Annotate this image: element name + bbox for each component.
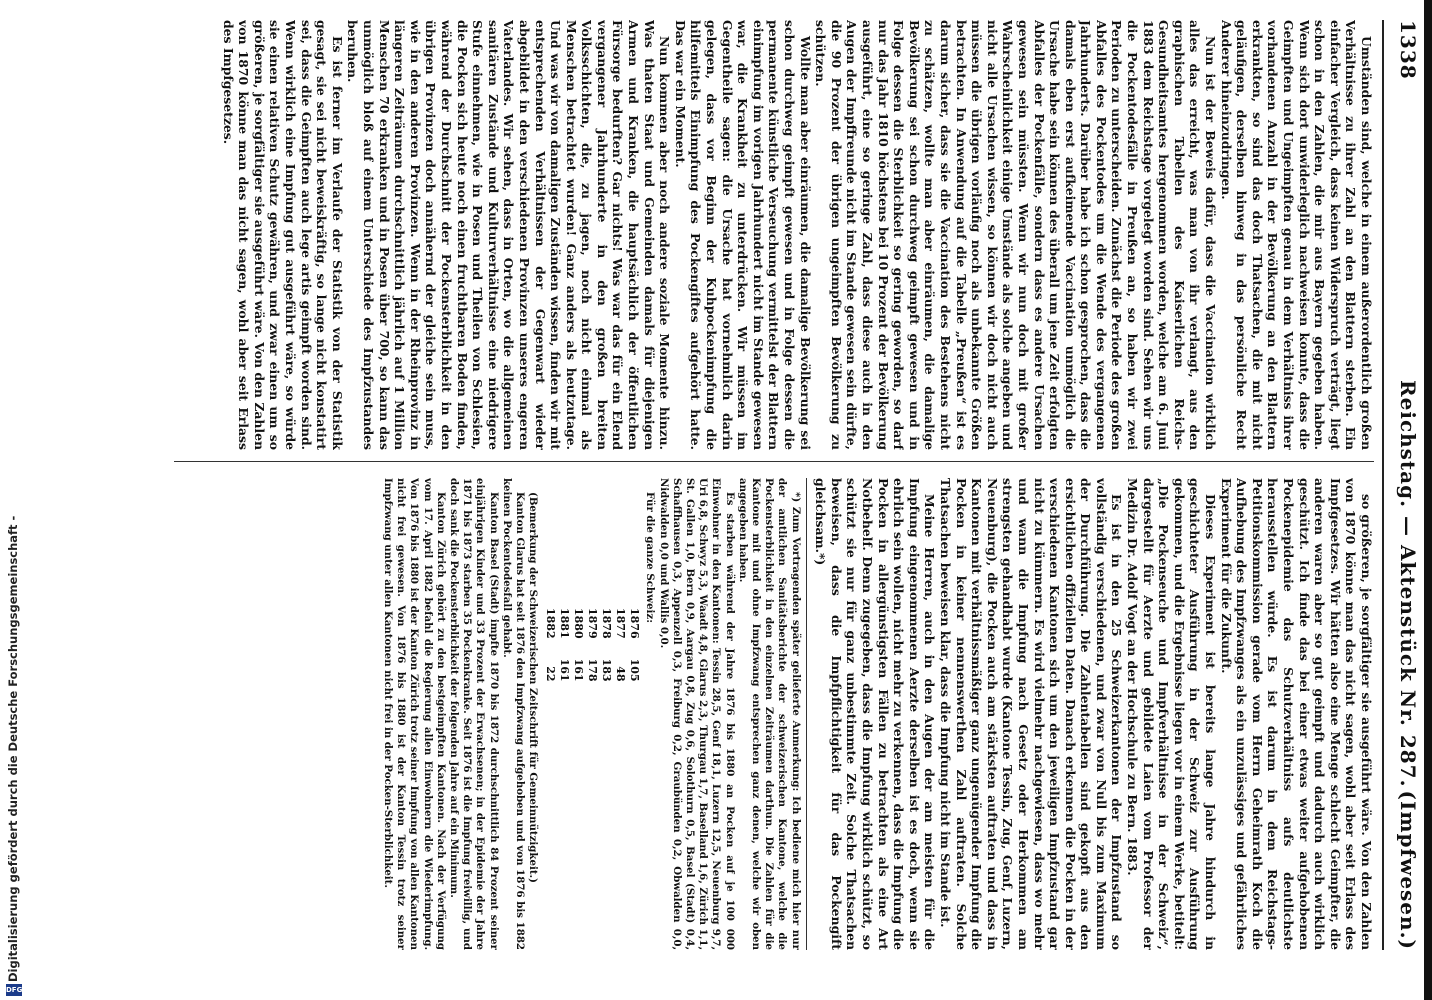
footnote-body [643, 478, 801, 950]
year-cell: 1878 [600, 608, 614, 639]
body-paragraph: so größeren, je sorgfältiger sie ausgeführt wäre. Von den Zahlen von 1870 könne man das nicht sagen, wohl aber seit Erlass des Impfgesetzes. Wir hätten also eine Menge schlecht Geimpfter, die anderen waren aber so gut geimpft und dadurch auch wirklich geschützt. Ich finde das bei einer etwas weiter aufgehobenen Pockenepidemie das Schutzverhältniss aufs deutlichste herausstellen würde. Es ist darum in dem Reichstags-Petitionskommission gerade vom Herrn Geheimrath Koch die Aufhebung des Impfzwanges als ein unzulässiges und gefährliches Experiment für die Zukunft. [1218, 478, 1374, 950]
column-separator [174, 461, 1374, 462]
dfg-logo: DFG [6, 986, 23, 994]
scanned-page [112, 0, 1432, 1000]
right-column [174, 478, 1374, 950]
header-title: Reichstag. — Aktenstück Nr. 287. [1396, 380, 1420, 788]
running-header [1386, 20, 1420, 950]
year-cell: 1882 [544, 608, 558, 639]
table-row [599, 598, 613, 692]
scan-edge [1424, 0, 1432, 1000]
footnote-paragraph: Kanton Zürich gehört zu den bestgeimpften Kantonen. Nach der Verfügung vom 17. April 1882 befahl die Regierung allen Einwohnern die Wiederimpfung. Von 1876 bis 1880 ist der Kanton Zürich trotz seiner Impfung von allen Kantonen nicht frei gewesen. Von 1876 bis 1880 ist der Kanton Tessin trotz seiner Impfzwang unter allen Kantonen nicht frei in der Pocken-Sterblichkeit. [381, 478, 447, 950]
footnote-paragraph: Für die ganze Schweiz: [644, 492, 657, 623]
count-cell: 105 [628, 658, 642, 682]
footnote-paragraph: *) Zum Vortragenden später gelieferte Anmerkung: Ich bediene mich hier nur der amtlichen Sanitätsberichte der schweizerischen Kantone, welche die Pockensterblichkeit in den einzelnen Zeiträumen darthun. Die Zahlen für die Kantone mit und ohne Impfzwang entsprechen ganz denen, welche wir oben angegeben haben. [736, 478, 802, 950]
digitization-credit-strip [2, 0, 26, 1000]
body-paragraph: Umständen sind, welche in einem außerordentlich großen Verhältnisse zu ihrer Zahl an den Blattern sterben. Ein einfacher Vergleich, dass keinen Widerspruch verträgt, liegt schon in den Zahlen, die mir aus Bayern gegeben haben. Wenn sich dort unwiderleglich nachweisen konnte, dass die Geimpften und Ungeimpften genau in dem Verhältniss ihrer vorhandenen Anzahl in der Bevölkerung an den Blattern erkrankten, so sind das doch Thatsachen, die mit nicht geläufigen, derselben hinweg in das persönliche Recht Anderer hineinzudringen. [1218, 20, 1374, 450]
footnote-rule [806, 478, 807, 950]
year-cell: 1876 [628, 608, 642, 639]
count-cell: 178 [586, 658, 600, 682]
footnote-paragraph: Es starben während der Jahre 1876 bis 1880 an Pocken auf je 100 000 Einwohner in den Kantonen: Tessin 28,5, Genf 18,1, Luzern 12,5, Neuenburg 9,7, Uri 6,8, Schwyz 5,3, Waadt 4,8, Glarus 2,3, Thurgau 1,7, Baselland 1,6, Zürich 1,1, St. Gallen 1,0, Bern 0,9, Aargau 0,8, Zug 0,6, Solothurn 0,5, Basel (Stadt) 0,4, Schaffhausen 0,3, Appenzell 0,3, Freiburg 0,2, Graubünden 0,2, Obwalden 0,0, Nidwalden 0,0 und Wallis 0,0. [657, 478, 736, 950]
right-column-body [813, 478, 1374, 950]
footnote-paragraph: Kanton Glarus hat seit 1876 den Impfzwang aufgehoben und von 1876 bis 1882 keinen Pockentodesfall gehabt. [500, 478, 526, 950]
left-column [174, 20, 1374, 450]
body-paragraph: Nun ist der Beweis dafür, dass die Vaccination wirklich alles das erreicht, was man von ihr verlangt, aus den graphischen Tabellen des Kaiserlichen Reichs-Gesundheitsamtes hergenommen worden, welche am 6. Juni 1883 dem Reichstage vorgelegt worden sind. Sehen wir uns die Pockentodesfälle in Preußen an, so haben wir zwei Perioden zu unterscheiden. Zunächst die Periode des großen Abfalles des Pockentodes um die Wende des vergangenen Jahrhunderts. Darüber habe ich schon gesprochen, dass die damals eben erst aufkeimende Vaccination unmöglich die Ursache habe sein können des überall um jene Zeit erfolgten Abfalles der Pockenfälle, sondern dass es andere Ursachen gewesen sein müssten. Wenn wir nun doch mit großer Wahrscheinlichkeit einige Umstände als solche angeben und nicht alle Ursachen wissen, so können wir doch nicht auch müssen die übrigen vorläufig noch als unbekannte Größen betrachten. In Anwendung auf die Tabelle „Preußen“ ist es darum sicher, dass sie die Vaccination des Bestehens nicht zu schätzen, wollte man aber einräumen, die damalige Bevölkerung sei schon durchweg geimpft gewesen und in Folge dessen die Sterblichkeit so gering geworden, so darf nur das Jahr 1810 höchstens bei 10 Prozent der Bevölkerung ausgeführt, eine so geringe Zahl, dass diese auch in den Augen der Impffreunde nicht im Stande gewesen sein dürfte, die 90 Prozent der übrigen ungeimpften Bevölkerung zu schützen. [813, 20, 1219, 450]
count-cell: 161 [572, 658, 586, 682]
footnote-paragraph: (Bemerkung der Schweizerischen Zeitschrift für Gemeinnützigkeit.) [527, 492, 540, 883]
body-paragraph: Dieses Experiment ist bereits lange Jahre hindurch in geschichteter Ausführung in der Schweiz zur Ausführung gekommen, und die Ergebnisse liegen vor in einem Werke, betitelt: „Die Pockenseuche und Impfverhältnisse in der Schweiz“, dargestellt für Aerzte und gebildete Laien vom Professor der Medizin Dr. Adolf Vogt an der Hochschule zu Bern. 1883. [1125, 478, 1219, 950]
table-row [613, 598, 627, 692]
header-section: (Impfwesen.) [1396, 790, 1420, 950]
body-paragraph: Es ist in den 25 Schweizerkantonen der Impfzustand so vollständig verschiedenen, und zwar von Null bis zum Maximum der Durchführung. Die Zahlentabellen sind gekopft aus den ersichtlichen offiziellen Daten. Danach erkennen die Pocken in der verschiedenen Kantonen sich um den jeweiligen Impfzustand gar nicht zu kümmern. Es wird vielmehr nachgewiesen, dass wo mehr und wann die Impfung nach Gesetz oder Herkommen am strengsten gehandhabt wurde (Kantone Tessin, Zug, Genf, Luzern, Neuenburg), die Pocken auch am stärksten auftraten und dass in Kantonen mit verhältnissmäßiger ganz ungenügender Impfung die Pocken in keiner nennenswerthen Zahl auftraten. Solche Thatsachen beweisen klar, dass die Impfung nicht im Stande ist. [937, 478, 1125, 950]
year-cell: 1880 [572, 608, 586, 639]
year-cell: 1877 [614, 608, 628, 639]
table-row [627, 598, 641, 692]
table-row [557, 598, 571, 692]
body-paragraph: Nun kommen aber noch andere soziale Momente hinzu. Was thaten Staat und Gemeinden damals für diejenigen Armen und Kranken, die hauptsächlich der öffentlichen Fürsorge bedurften? Gar nichts! Was war das für ein Elend vergangener Jahrhunderte in den großen breiten Volksschichten, die, zu jagen, noch nicht einmal als Menschen betrachtet wurden! Ganz anders als heutzutage. Und was wir von damaligen Zuständen wissen, finden wir mit entsprechenden Verhältnissen der Gegenwart wieder abgebildet in den verschiedenen Provinzen unseres engeren Vaterlandes. Wir sehen, dass in Orten, wo die allgemeinen sanitären Zustände und Kulturverhältnisse eine niedrigere Stufe einnehmen, wie in Posen und Theilen von Schlesien, die Pocken sich heute noch einen fruchtbaren Boden finden, während der Durchschnitt der Pockensterblichkeit in den übrigen Provinzen doch annähernd der gleiche sein muss, wie in den anderen Provinzen. Wenn in der Rheinprovinz in längeren Zeiträumen durchschnittlich jährlich auf 1 Million Menschen 70 erkranken und in Posen über 700, so kann das unmöglich bloß auf einem Unterschiede des Impfzustandes beruhen. [345, 20, 673, 450]
body-paragraph: Meine Herren, auch in den Augen der am meisten für die Impfung eingenommenen Aerzte derselben ist es doch, wenn sie ehrlich sein wollen, nicht mehr zu verkennen, dass die Impfung die Pocken in allergünstigsten Fällen zu betrachten als eine Art Notbehelf. Denn zugegeben, dass die Impfung wirklich schützt, so schützt sie nur für ganz unbestimmte Zeit. Solche Thatsachen beweisen, dass die Impfpflichtigkeit für das Pockengift gleichsam.*) [813, 478, 938, 950]
footnote-paragraph: Kanton Basel (Stadt) impfte 1870 bis 1872 durchschnittlich 84 Prozent seiner einjährigen Kinder und 33 Prozent der Erwachsenen; in der Epidemie der Jahre 1871 bis 1873 starben 35 Pockenkranke. Seit 1876 ist die Impfung freiwillig, und doch sank die Pockensterblichkeit der folgenden Jahre auf ein Minimum. [447, 478, 500, 950]
pocken-table [543, 598, 641, 692]
body-paragraph: Es ist ferner im Verlaufe der Statistik von der Statistik gesagt, sie sei nicht beweiskräftig, so lange nicht konstatirt sei, dass die Geimpften auch lege artis geimpft worden sind. Wenn wirklich eine Impfung gut ausgeführt wäre, so würde sie einen relativen Schutz gewähren, und zwar einen um so größeren, je sorgfältiger sie ausgeführt wäre. Von den Zahlen von 1870 könne man das nicht sagen, wohl aber seit Erlass des Impfgesetzes. [220, 20, 345, 450]
year-cell: 1881 [558, 608, 572, 639]
count-cell: 161 [558, 658, 572, 682]
count-cell: 48 [614, 666, 628, 682]
table-row [543, 598, 557, 692]
year-cell: 1879 [586, 608, 600, 639]
table-row [571, 598, 585, 692]
table-row [585, 598, 599, 692]
footnote [381, 478, 802, 950]
count-cell: 22 [544, 666, 558, 682]
footnote-tail [381, 478, 539, 950]
digitization-credit-text: Digitalisierung gefördert durch die Deutsche Forschungsgemeinschaft - [6, 515, 20, 982]
count-cell: 183 [600, 658, 614, 682]
header-rule [1382, 20, 1384, 950]
body-paragraph: Wollte man aber einräumen, die damalige Bevölkerung sei schon durchweg geimpft gewesen und in Folge dessen die permanente künstliche Verseuchung vermittelst der Blattern einimpfung im vorigen Jahrhundert nicht im Stande gewesen war, die Krankheit zu unterdrücken. Wir müssen im Gegentheile sagen: die Ursache hat vornehmlich darin gelegen, dass vor Beginn der Kuhpockenimpfung die hilfemittels Einimpfung des Pockengiftes aufgehört hatte. Das war ein Moment. [672, 20, 813, 450]
page-number: 1338 [1396, 20, 1420, 80]
